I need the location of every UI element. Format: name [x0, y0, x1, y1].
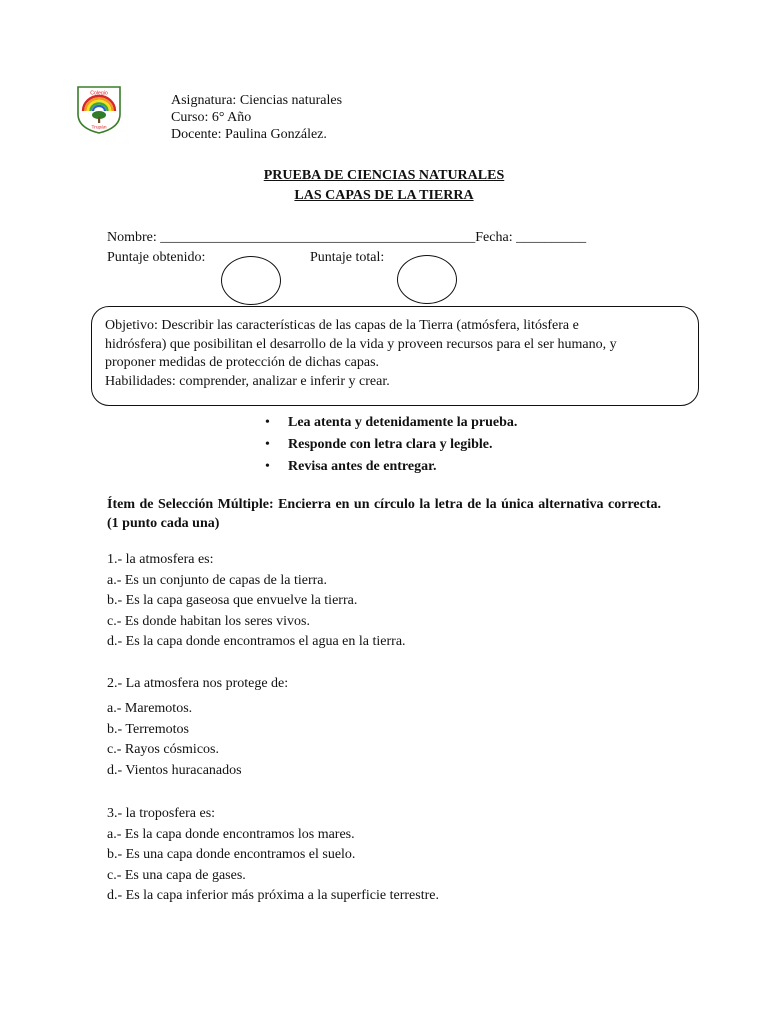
header-info [171, 92, 342, 143]
teacher-label: Docente: Paulina González. [171, 127, 327, 142]
instruction-item: • Responde con letra clara y legible. [265, 437, 493, 452]
course-label: Curso: 6° Año [171, 110, 252, 125]
answer-option[interactable]: d.- Es la capa donde encontramos el agua en la tierra. [107, 634, 406, 649]
svg-text:Colegio: Colegio [90, 90, 108, 97]
test-subtitle: LAS CAPAS DE LA TIERRA [294, 188, 474, 203]
instruction-item: • Lea atenta y detenidamente la prueba. [265, 415, 518, 430]
answer-option[interactable]: c.- Es una capa de gases. [107, 867, 246, 883]
school-crest-rainbow-tree-icon [74, 84, 124, 134]
instructions-list [262, 414, 517, 480]
answer-option[interactable]: a.- Es la capa donde encontramos los mares. [107, 826, 355, 842]
instruction-item: • Revisa antes de entregar. [265, 459, 437, 474]
score-total-circle[interactable] [397, 255, 457, 304]
score-obtained-circle[interactable] [221, 256, 281, 305]
objective-line: Objetivo: Describir las características de las capas de la Tierra (atmósfera, litósfera e [105, 318, 579, 333]
objective-line: proponer medidas de protección de dichas capas. [105, 355, 380, 370]
answer-option[interactable]: b.- Es la capa gaseosa que envuelve la tierra. [107, 593, 358, 608]
question-1 [107, 551, 406, 654]
question-prompt: 2.- La atmosfera nos protege de: [107, 676, 289, 691]
subject-label: Asignatura: Ciencias naturales [171, 93, 343, 108]
answer-option[interactable]: a.- Maremotos. [107, 701, 193, 716]
school-logo [74, 84, 124, 134]
objective-line: hidrósfera) que posibilitan el desarrollo de la vida y proveen recursos para el ser humano, y [105, 336, 617, 352]
answer-option[interactable]: b.- Terremotos [107, 721, 189, 737]
answer-option[interactable]: d.- Es la capa inferior más próxima a la superficie terrestre. [107, 888, 439, 903]
question-2 [107, 675, 288, 782]
answer-option[interactable]: c.- Es donde habitan los seres vivos. [107, 613, 310, 629]
section-header: Ítem de Selección Múltiple: Encierra en un círculo la letra de la única alternativa correcta. (1 punto cada una) [107, 497, 661, 531]
score-total-label: Puntaje total: [310, 250, 385, 265]
question-prompt: 3.- la troposfera es: [107, 806, 216, 821]
score-obtained-label: Puntaje obtenido: [107, 250, 206, 265]
objective-text [105, 317, 695, 391]
test-title: PRUEBA DE CIENCIAS NATURALES [263, 168, 505, 183]
skills-line: Habilidades: comprender, analizar e inferir y crear. [105, 373, 390, 389]
bullet-icon: • [265, 437, 270, 452]
answer-option[interactable]: b.- Es una capa donde encontramos el suelo. [107, 847, 356, 862]
bullet-icon: • [265, 415, 270, 430]
svg-text:Trupán: Trupán [91, 125, 107, 131]
answer-option[interactable]: d.- Vientos huracanados [107, 762, 242, 778]
bullet-icon: • [265, 459, 270, 474]
question-prompt: 1.- la atmosfera es: [107, 552, 214, 567]
name-date-field[interactable]: Nombre: _____________________________________________Fecha: __________ [107, 230, 587, 245]
question-3 [107, 805, 439, 908]
answer-option[interactable]: a.- Es un conjunto de capas de la tierra. [107, 572, 328, 588]
answer-option[interactable]: c.- Rayos cósmicos. [107, 742, 219, 757]
